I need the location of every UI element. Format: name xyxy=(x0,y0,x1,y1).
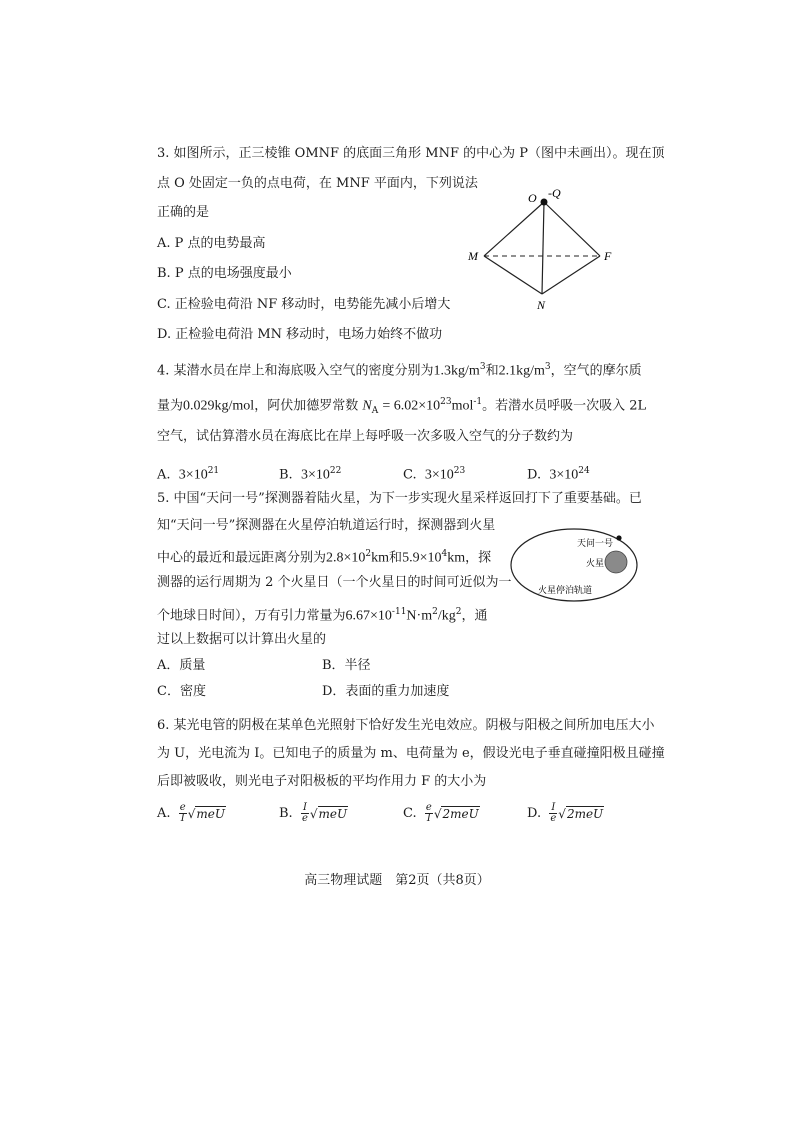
edge-mn xyxy=(484,256,542,294)
q4-rho1: 1.3kg/m xyxy=(433,363,480,379)
q4-line3: 空气，试估算潜水员在海底比在岸上每呼吸一次多吸入空气的分子数约为 xyxy=(157,429,574,444)
q5-option-a: A．质量 xyxy=(157,658,206,673)
edge-om xyxy=(484,202,544,256)
q5-option-d: D．表面的重力加速度 xyxy=(322,684,450,699)
label-o: O xyxy=(528,191,537,205)
q4-avogadro: = 6.02×10 xyxy=(382,398,441,414)
q4-line2-post: 。若潜水员呼吸一次吸入 2L xyxy=(482,398,647,414)
q4-line1-post: ，空气的摩尔质 xyxy=(550,363,642,379)
q4-molar: 0.029kg/mol xyxy=(183,398,255,414)
q5-line6: 过以上数据可以计算出火星的 xyxy=(157,632,327,647)
page-footer: 高三物理试题 第2页（共8页） xyxy=(304,873,490,888)
q3-line1: 3. 如图所示，正三棱锥 OMNF 的底面三角形 MNF 的中心为 P（图中未画出）。现在顶 xyxy=(157,146,665,161)
label-orbit: 火星停泊轨道 xyxy=(538,585,593,595)
q4-option-a: A. $3\times 10^{21}$ xyxy=(157,466,220,483)
q3-option-a: A. P 点的电势最高 xyxy=(157,236,266,251)
q4-line2: 量为0.029kg/mol，阿伏加德罗常数 $N_A = 6.02\times 10^{23}mol^{-1}$。若潜水员呼吸一次吸入 2L xyxy=(157,397,647,416)
q4-avogadro-unit: mol xyxy=(451,398,474,414)
edge-of xyxy=(544,202,600,256)
q6-option-c: C. $\frac{e}{I}$ √2meU xyxy=(403,802,479,824)
q5-line2: 知“天问一号”探测器在火星停泊轨道运行时，探测器到火星 xyxy=(157,518,496,533)
q3-option-c: C. 正检验电荷沿 NF 移动时，电势能先减小后增大 xyxy=(157,297,451,312)
charge-point xyxy=(541,199,548,206)
q4-avogadro-exp: 23 xyxy=(440,397,452,407)
pyramid-figure xyxy=(462,180,622,315)
q6-line1: 6. 某光电管的阴极在某单色光照射下恰好发生光电效应。阴极与阳极之间所加电压大小 xyxy=(157,718,655,733)
q4-line2-pre: 量为 xyxy=(157,398,184,414)
q4-option-b: B. $3\times 10^{22}$ xyxy=(279,466,342,483)
q4-line1: 4. 某潜水员在岸上和海底吸入空气的密度分别为$1.3kg/m^3$和$2.1kg/m^3$，空气的摩尔质 xyxy=(157,362,642,379)
label-mars: 火星 xyxy=(586,558,605,568)
q4-line1-pre: 4. 某潜水员在岸上和海底吸入空气的密度分别为 xyxy=(157,363,434,379)
q5-option-b: B．半径 xyxy=(322,658,371,673)
q4-rho2: 2.1kg/m xyxy=(498,363,545,379)
q6-option-b: B. $\frac{I}{e}$ √meU xyxy=(279,802,348,824)
edge-nf xyxy=(542,256,600,294)
q3-option-b: B. P 点的电场强度最小 xyxy=(157,266,292,281)
q5-option-c: C．密度 xyxy=(157,684,206,699)
q6-option-a: A. $\frac{e}{I}$ √meU xyxy=(157,802,225,824)
label-m: M xyxy=(468,249,478,263)
q3-option-d: D. 正检验电荷沿 MN 移动时，电场力始终不做功 xyxy=(157,327,443,342)
label-charge: -Q xyxy=(548,186,561,200)
q4-line2-mid: ，阿伏加德罗常数 xyxy=(254,398,359,414)
probe-dot xyxy=(616,535,621,540)
edge-on xyxy=(542,202,544,294)
q3-line2: 点 O 处固定一负的点电荷，在 MNF 平面内，下列说法 xyxy=(157,176,478,191)
q5-line4: 测器的运行周期为 2 个火星日（一个火星日的时间可近似为一 xyxy=(157,575,512,590)
label-probe: 天问一号 xyxy=(577,538,614,548)
q5-line5: 个地球日时间），万有引力常量为$6.67\times 10^{-11}N\cdot m^2/kg^2$，通 xyxy=(157,607,488,624)
q6-line2: 为 U，光电流为 I。已知电子的质量为 m、电荷量为 e，假设光电子垂直碰撞阳极且碰撞 xyxy=(157,746,665,761)
q6-option-d: D. $\frac{I}{e}$ √2meU xyxy=(527,802,604,824)
q4-option-c: C. $3\times 10^{23}$ xyxy=(403,466,466,483)
mars-planet xyxy=(605,551,627,573)
label-f: F xyxy=(604,249,612,263)
label-n: N xyxy=(537,298,546,312)
mars-orbit-figure xyxy=(508,525,642,605)
q4-and: 和 xyxy=(485,363,499,379)
q3-line3: 正确的是 xyxy=(157,205,210,220)
q5-line1: 5. 中国“天问一号”探测器着陆火星，为下一步实现火星采样返回打下了重要基础。已 xyxy=(157,491,642,506)
q6-line3: 后即被吸收，则光电子对阳极板的平均作用力 F 的大小为 xyxy=(157,774,487,789)
q5-line3: 中心的最近和最远距离分别为$2.8\times 10^2km$和$5.9\times 10^4km$，探 xyxy=(157,549,492,566)
q4-option-d: D. $3\times 10^{24}$ xyxy=(527,466,590,483)
